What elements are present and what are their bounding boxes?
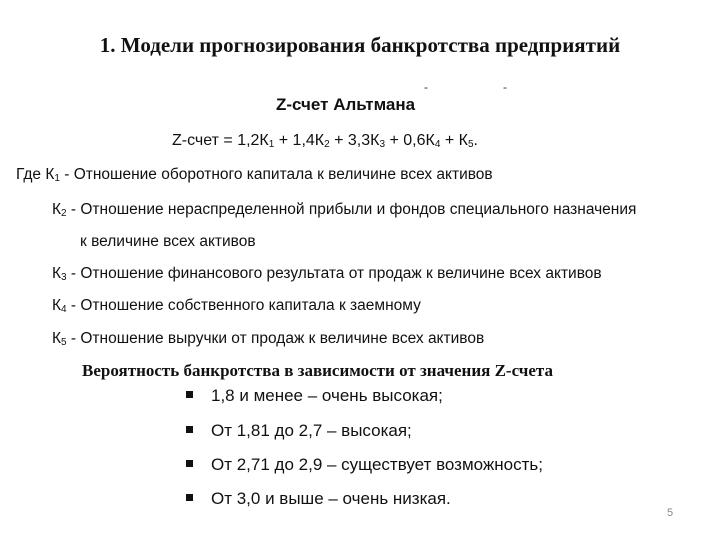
square-bullet-icon: [186, 460, 193, 467]
square-bullet-icon: [186, 494, 193, 501]
square-bullet-icon: [186, 426, 193, 433]
list-item: От 2,71 до 2,9 – существует возможность;: [186, 455, 543, 475]
definition-k2-continuation: к величине всех активов: [80, 233, 256, 250]
square-bullet-icon: [186, 391, 193, 398]
definition-k2: $К_2$ - Отношение нераспределенной прибыли и фондов специального назначения: [52, 201, 637, 219]
definition-k3: $К_3$ - Отношение финансового результата от продаж к величине всех активов: [52, 265, 602, 283]
definition-k4: $К_4$ - Отношение собственного капитала к заемному: [52, 297, 421, 315]
z-score-formula: Z-счет = $1,2К_1 + 1,4К_2 + 3,3К_3 + 0,6К_4 + К_5$.: [172, 132, 478, 150]
page-number: 5: [667, 507, 674, 519]
probability-title: Вероятность банкротства в зависимости от значения Z-счета: [82, 361, 553, 380]
slide-title: 1. Модели прогнозирования банкротства предприятий: [99, 33, 621, 57]
altman-subtitle: Z-счет Альтмана: [276, 95, 416, 114]
list-item: 1,8 и менее – очень высокая;: [186, 386, 443, 406]
definition-k5: $К_5$ - Отношение выручки от продаж к величине всех активов: [52, 330, 485, 348]
list-item: От 3,0 и выше – очень низкая.: [186, 489, 451, 509]
decorative-dash: -: [424, 80, 428, 94]
decorative-dash: -: [503, 80, 507, 94]
list-item: От 1,81 до 2,7 – высокая;: [186, 421, 412, 441]
definition-k1: Где $К_1$ - Отношение оборотного капитала к величине всех активов: [16, 166, 493, 184]
